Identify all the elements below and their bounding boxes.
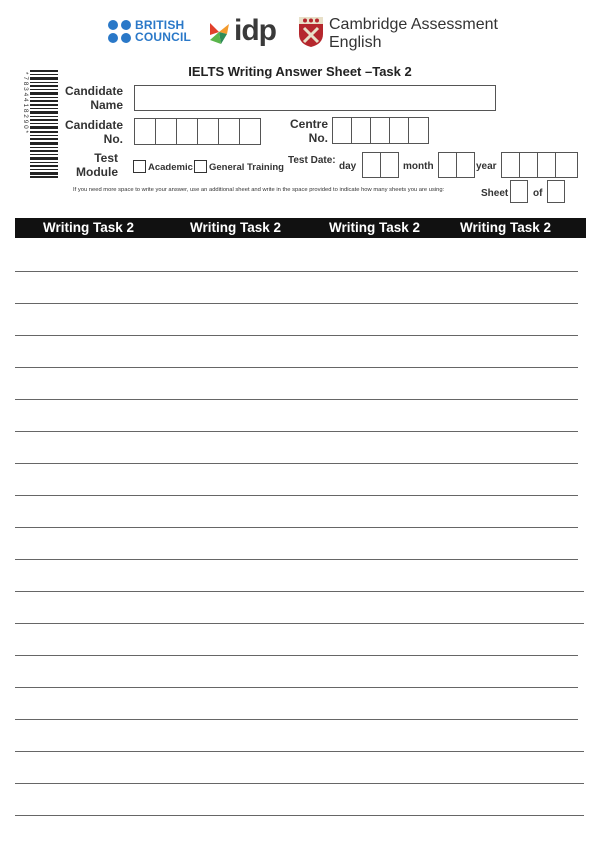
cambridge-shield-icon [298,16,324,48]
candidate-no-digit[interactable] [134,118,156,145]
answer-line[interactable] [15,527,578,528]
idp-logo: idp [234,14,276,47]
answer-line[interactable] [15,559,578,560]
test-date-label: Test Date: [288,155,336,166]
academic-label: Academic [148,162,193,173]
answer-line[interactable] [15,655,578,656]
centre-no-digit[interactable] [389,117,409,144]
answer-line[interactable] [15,367,578,368]
candidate-no-digit[interactable] [239,118,261,145]
answer-line[interactable] [15,335,578,336]
banner-label: Writing Task 2 [43,220,135,235]
page-title: IELTS Writing Answer Sheet –Task 2 [188,64,412,79]
answer-line[interactable] [15,399,578,400]
writing-task-banner [15,218,586,238]
centre-no-digit[interactable] [351,117,371,144]
answer-line[interactable] [15,751,584,752]
sheet-number-field[interactable] [510,180,528,203]
year-digit[interactable] [555,152,578,178]
academic-checkbox[interactable] [133,160,146,173]
candidate-no-label: Candidate No. [64,118,123,146]
extra-sheet-note: If you need more space to write your answer, use an additional sheet and write in the space provided to indicate how many sheets you are using: [73,187,445,193]
answer-line[interactable] [15,591,584,592]
day-digit[interactable] [362,152,381,178]
answer-line[interactable] [15,687,578,688]
sheet-total-field[interactable] [547,180,565,203]
british-council-logo: BRITISH COUNCIL [135,18,192,44]
british-council-logo-icon [108,20,132,44]
year-label: year [476,161,497,172]
centre-no-label: Centre No. [289,117,328,145]
candidate-no-digit[interactable] [176,118,198,145]
answer-line[interactable] [15,303,578,304]
answer-line[interactable] [15,463,578,464]
answer-line[interactable] [15,783,584,784]
answer-line[interactable] [15,815,584,816]
answer-line[interactable] [15,431,578,432]
centre-no-digit[interactable] [408,117,429,144]
candidate-name-field[interactable] [134,85,496,111]
day-digit[interactable] [380,152,399,178]
idp-logo-icon [207,20,233,46]
centre-no-digit[interactable] [370,117,390,144]
answer-line[interactable] [15,495,578,496]
test-module-label: Test Module [76,151,118,179]
month-label: month [403,161,434,172]
answer-line[interactable] [15,719,578,720]
month-digit[interactable] [456,152,475,178]
centre-no-digit[interactable] [332,117,352,144]
candidate-no-digit[interactable] [197,118,219,145]
banner-label: Writing Task 2 [329,220,421,235]
month-digit[interactable] [438,152,457,178]
of-label: of [533,188,543,199]
year-digit[interactable] [519,152,538,178]
candidate-no-digit[interactable] [155,118,177,145]
barcode-number: * 7 8 3 4 4 1 8 2 9 0 * [22,72,29,134]
answer-line[interactable] [15,271,578,272]
banner-label: Writing Task 2 [190,220,282,235]
day-label: day [339,161,357,172]
general-training-checkbox[interactable] [194,160,207,173]
year-digit[interactable] [537,152,556,178]
sheet-label: Sheet [481,188,509,199]
general-training-label: General Training [209,162,284,173]
barcode-icon [30,70,58,178]
answer-line[interactable] [15,623,584,624]
year-digit[interactable] [501,152,520,178]
candidate-name-label: Candidate Name [64,84,123,112]
cambridge-logo: Cambridge Assessment English [329,16,498,51]
candidate-no-digit[interactable] [218,118,240,145]
banner-label: Writing Task 2 [460,220,552,235]
